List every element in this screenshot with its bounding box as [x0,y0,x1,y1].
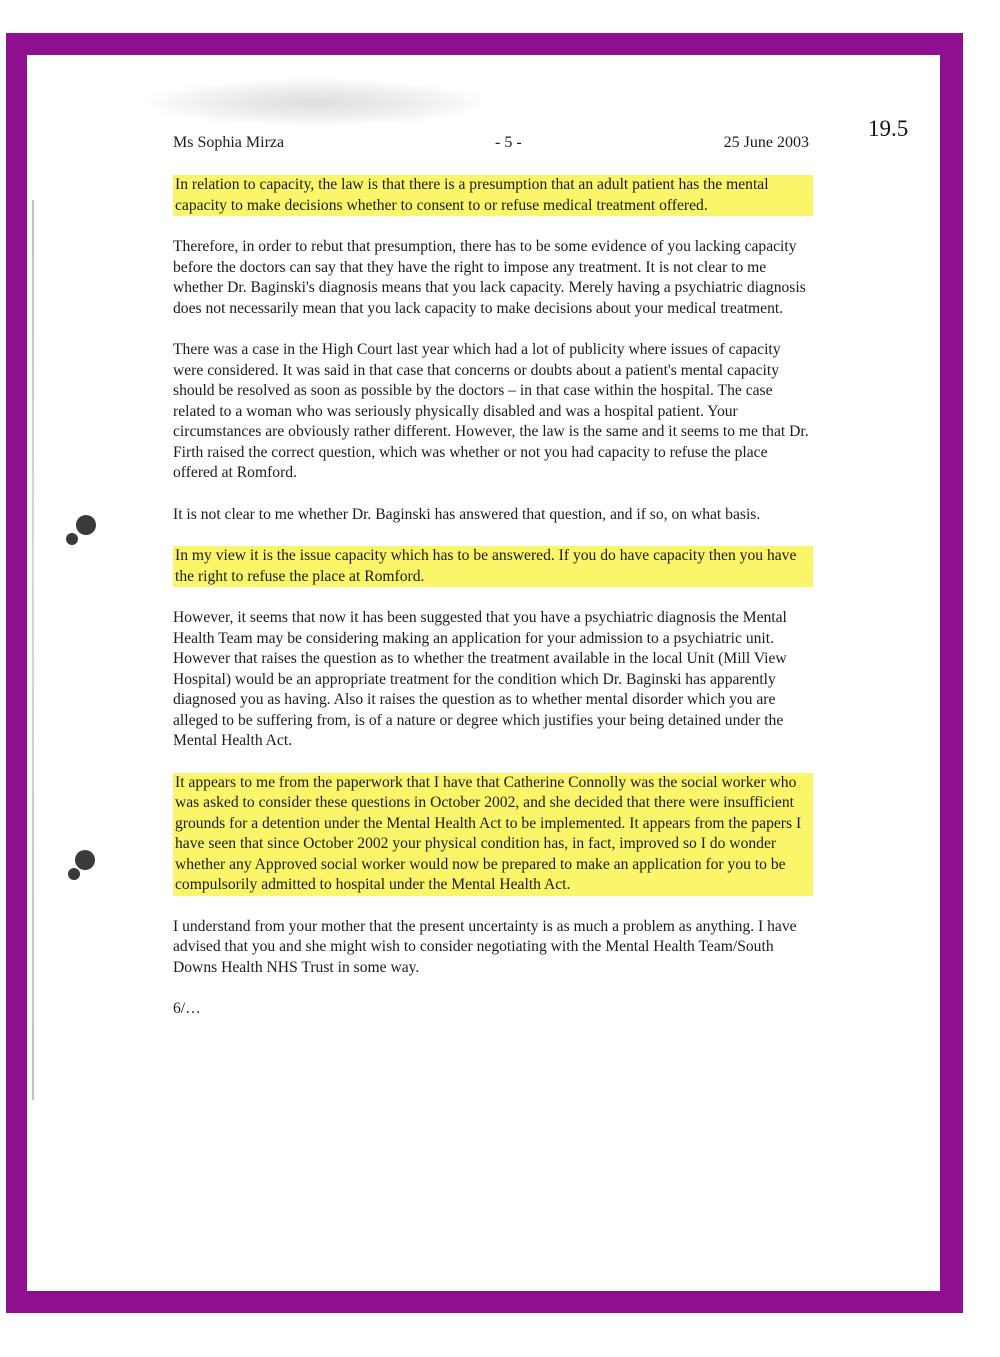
page-continuation: 6/… [173,1000,201,1017]
paragraph: It is not clear to me whether Dr. Baginski has answered that question, and if so, on what basis. [173,505,761,523]
punch-hole [68,868,80,880]
letter-date: 25 June 2003 [723,134,809,151]
paragraph: I understand from your mother that the present uncertainty is as much a problem as anything. I have advised that you and she might wish to consider negotiating with the Mental Health Team/South Downs Health NHS Trust in some way. [173,917,797,976]
paragraph-highlighted: It appears to me from the paperwork that I have that Catherine Connolly was the social worker who was asked to consider these questions in October 2002, and she decided that there were insufficient grounds for a detention under the Mental Health Act to be implemented. It appears from the papers I have seen that since October 2002 your physical condition has, in fact, improved so I do wonder whether any Approved social worker would now be prepared to make an application for you to be compulsorily admitted to hospital under the Mental Health Act. [173,773,813,896]
paragraph-highlighted: In my view it is the issue capacity which has to be answered. If you do have capacity then you have the right to refuse the place at Romford. [173,546,813,587]
addressee: Ms Sophia Mirza [173,134,285,151]
paragraph: Therefore, in order to rebut that presumption, there has to be some evidence of you lacking capacity before the doctors can say that they have the right to impose any treatment. It is not clear to me whether Dr. Baginski's diagnosis means that you lack capacity. Merely having a psychiatric diagnosis does not necessarily mean that you lack capacity to make decisions about your medical treatment. [173,238,806,317]
punch-hole [75,850,95,870]
scan-edge-line [32,200,34,1100]
punch-hole [66,533,78,545]
paragraph: There was a case in the High Court last year which had a lot of publicity where issues of capacity were considered. It was said in that case that concerns or doubts about a patient's mental capacity should be resolved as soon as possible by the doctors – in that case within the hospital. The case related to a woman who was seriously physically disabled and was a hospital patient. Your circumstances are obviously rather different. However, the law is the same and it seems to me that Dr. Firth raised the correct question, which was whether or not you had capacity to refuse the place offered at Romford. [173,341,809,481]
punch-hole [76,515,96,535]
scan-smudge [150,80,480,125]
paragraph: However, it seems that now it has been suggested that you have a psychiatric diagnosis the Mental Health Team may be considering making an application for your admission to a psychiatric unit. However that raises the question as to whether the treatment available in the local Unit (Mill View Hospital) would be an appropriate treatment for the condition which Dr. Baginski has apparently diagnosed you as having. Also it raises the question as to whether mental disorder which you are alleged to be suffering from, is of a nature or degree which justifies your being detained under the Mental Health Act. [173,609,787,749]
paragraph-highlighted: In relation to capacity, the law is that there is a presumption that an adult patient has the mental capacity to make decisions whether to consent to or refuse medical treatment offered. [173,175,813,216]
letter-header [173,134,809,160]
letter-body [173,175,813,1020]
page-number: - 5 - [495,134,522,151]
exhibit-number: 19.5 [868,116,909,141]
